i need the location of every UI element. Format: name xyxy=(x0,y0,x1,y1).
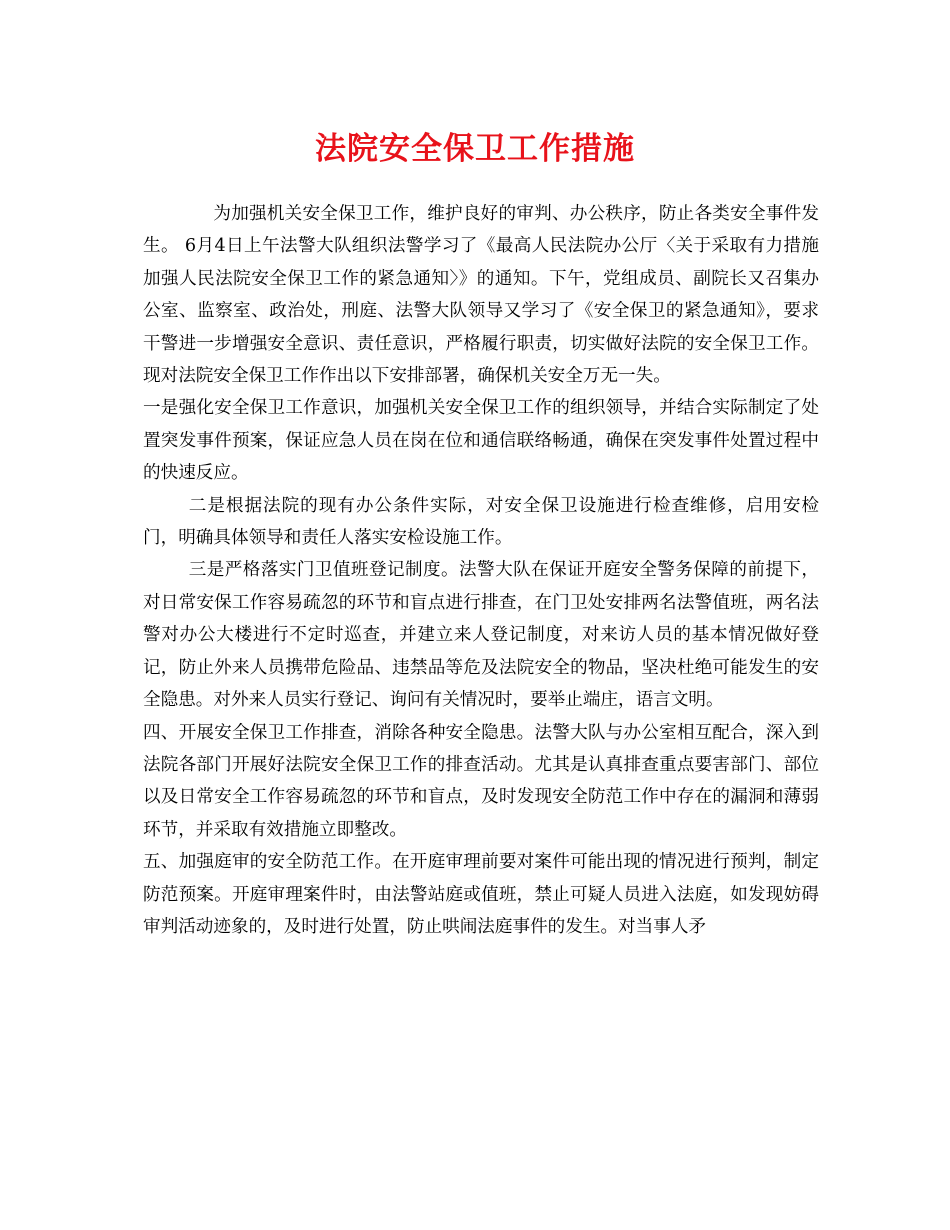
paragraph-item-3: 三是严格落实门卫值班登记制度。法警大队在保证开庭安全警务保障的前提下，对日常安保工作容易疏忽的环节和盲点进行排查，在门卫处安排两名法警值班，两名法警对办公大楼进行不定时巡查，并建立来人登记制度，对来访人员的基本情况做好登记，防止外来人员携带危险品、违禁品等危及法院安全的物品，坚决杜绝可能发生的安全隐患。对外来人员实行登记、询问有关情况时，要举止端庄，语言文明。 xyxy=(143,560,819,711)
paragraph-item-5: 五、加强庭审的安全防范工作。在开庭审理前要对案件可能出现的情况进行预判，制定防范预案。开庭审理案件时，由法警站庭或值班，禁止可疑人员进入法庭，如发现妨碍审判活动迹象的，及时进行处置，防止哄闹法庭事件的发生。对当事人矛 xyxy=(143,852,819,937)
paragraph-item-1: 一是强化安全保卫工作意识，加强机关安全保卫工作的组织领导，并结合实际制定了处置突发事件预案，保证应急人员在岗在位和通信联络畅通，确保在突发事件处置过程中的快速反应。 xyxy=(143,398,819,484)
paragraph-item-2: 二是根据法院的现有办公条件实际，对安全保卫设施进行检查维修，启用安检门，明确具体领导和责任人落实安检设施工作。 xyxy=(143,495,819,549)
paragraph-intro: 为加强机关安全保卫工作，维护良好的审判、办公秩序，防止各类安全事件发生。 6月4日上午法警大队组织法警学习了《最高人民法院办公厅〈关于采取有力措施加强人民法院安全保卫工作的紧急通知〉》的通知。下午，党组成员、副院长又召集办公室、监察室、政治处，刑庭、法警大队领导又学习了《安全保卫的紧急通知》，要求干警进一步增强安全意识、责任意识，严格履行职责，切实做好法院的安全保卫工作。现对法院安全保卫工作作出以下安排部署，确保机关安全万无一失。 xyxy=(143,204,819,387)
paragraph-item-4: 四、开展安全保卫工作排查，消除各种安全隐患。法警大队与办公室相互配合，深入到法院各部门开展好法院安全保卫工作的排查活动。尤其是认真排查重点要害部门、部位以及日常安全工作容易疏忽的环节和盲点，及时发现安全防范工作中存在的漏洞和薄弱环节，并采取有效措施立即整改。 xyxy=(143,722,819,840)
document-body xyxy=(143,198,819,943)
document-title: 法院安全保卫工作措施 xyxy=(315,131,635,167)
